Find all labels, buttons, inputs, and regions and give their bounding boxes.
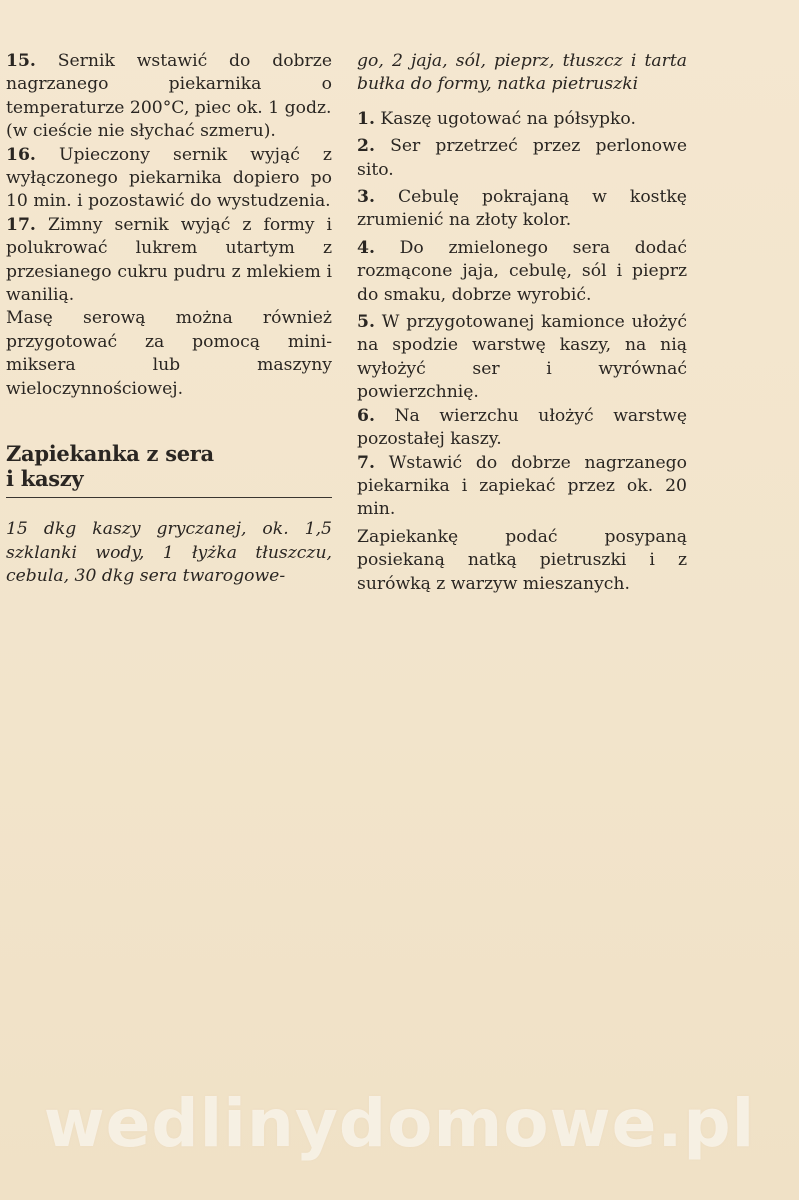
watermark: wedlinydomowe.pl xyxy=(43,1085,756,1162)
serving-note: Zapiekankę podać posypaną posiekaną natką pietruszki i z surówką z warzyw mieszanych. xyxy=(357,526,687,594)
step-number: 2. xyxy=(357,136,375,157)
step-text: Sernik wstawić do dobrze nagrzanego piekarnika o temperaturze 200°C, piec ok. 1 godz. xyxy=(6,51,333,118)
step-text: Wstawić do dobrze nagrzanego piekarnika i zapiekać przez ok. 20 min. xyxy=(357,452,687,520)
step-15 xyxy=(6,50,332,120)
step-6 xyxy=(357,405,687,452)
left-column xyxy=(6,50,332,588)
step-number: 17. xyxy=(6,214,36,235)
step-text: Masę serową można również przygotować za pomocą mini-miksera lub maszyny wieloczynnościowej. xyxy=(6,308,332,399)
step-number: 3. xyxy=(357,187,375,208)
step-text: Do zmielonego sera dodać rozmącone jaja, cebulę, sól i pieprz do smaku, dobrze wyrobić. xyxy=(357,237,688,305)
step-17 xyxy=(6,214,332,308)
step-number: 15. xyxy=(6,51,36,71)
step-2 xyxy=(357,135,687,182)
step-number: 1. xyxy=(357,108,375,129)
step-text: Zimny sernik wyjąć z formy i polukrować lukrem utartym z przesianego cukru pudru z mlekiem i wanilią. xyxy=(6,214,332,306)
step-number: 16. xyxy=(6,144,36,165)
recipe-title-line-1: Zapiekanka z sera xyxy=(6,441,214,467)
step-3 xyxy=(357,186,687,233)
step-4 xyxy=(357,237,687,307)
step-number: 6. xyxy=(357,405,375,426)
step-number: 5. xyxy=(357,312,375,333)
recipe-title-line-2: i kaszy xyxy=(6,466,84,492)
step-7 xyxy=(357,452,687,522)
recipe-title xyxy=(6,441,332,491)
step-text: Cebulę pokrajaną w kostkę zrumienić na złoty kolor. xyxy=(357,187,687,231)
title-divider xyxy=(6,497,332,498)
cheese-mass-note xyxy=(6,307,332,401)
ingredients-list-continued: go, 2 jaja, sól, pieprz, tłuszcz i tarta bułka do formy, natka pietruszki xyxy=(357,51,687,95)
step-text: Ser przetrzeć przez perlonowe sito. xyxy=(357,136,687,180)
ingredients-list: 15 dkg kaszy gryczanej, ok. 1,5 szklanki wody, 1 łyżka tłuszczu, cebula, 30 dkg sera twarogowe- xyxy=(6,519,332,586)
step-15-note xyxy=(6,120,332,143)
step-text: W przygotowanej kamionce ułożyć na spodzie warstwę kaszy, na nią wyłożyć ser i wyrównać powierzchnię. xyxy=(357,312,687,403)
step-16 xyxy=(6,144,332,214)
step-text: Na wierzchu ułożyć warstwę pozostałej kaszy. xyxy=(357,405,687,450)
step-5 xyxy=(357,311,687,405)
step-text: Kaszę ugotować na półsypko. xyxy=(380,108,636,129)
step-number: 7. xyxy=(357,452,375,473)
step-text: Upieczony sernik wyjąć z wyłączonego piekarnika dopiero po 10 min. i pozostawić do wystudzenia. xyxy=(6,144,332,212)
step-text: (w cieście nie słychać szmeru). xyxy=(6,121,276,142)
step-1 xyxy=(357,108,687,131)
step-number: 4. xyxy=(357,237,375,258)
right-column xyxy=(357,50,687,596)
